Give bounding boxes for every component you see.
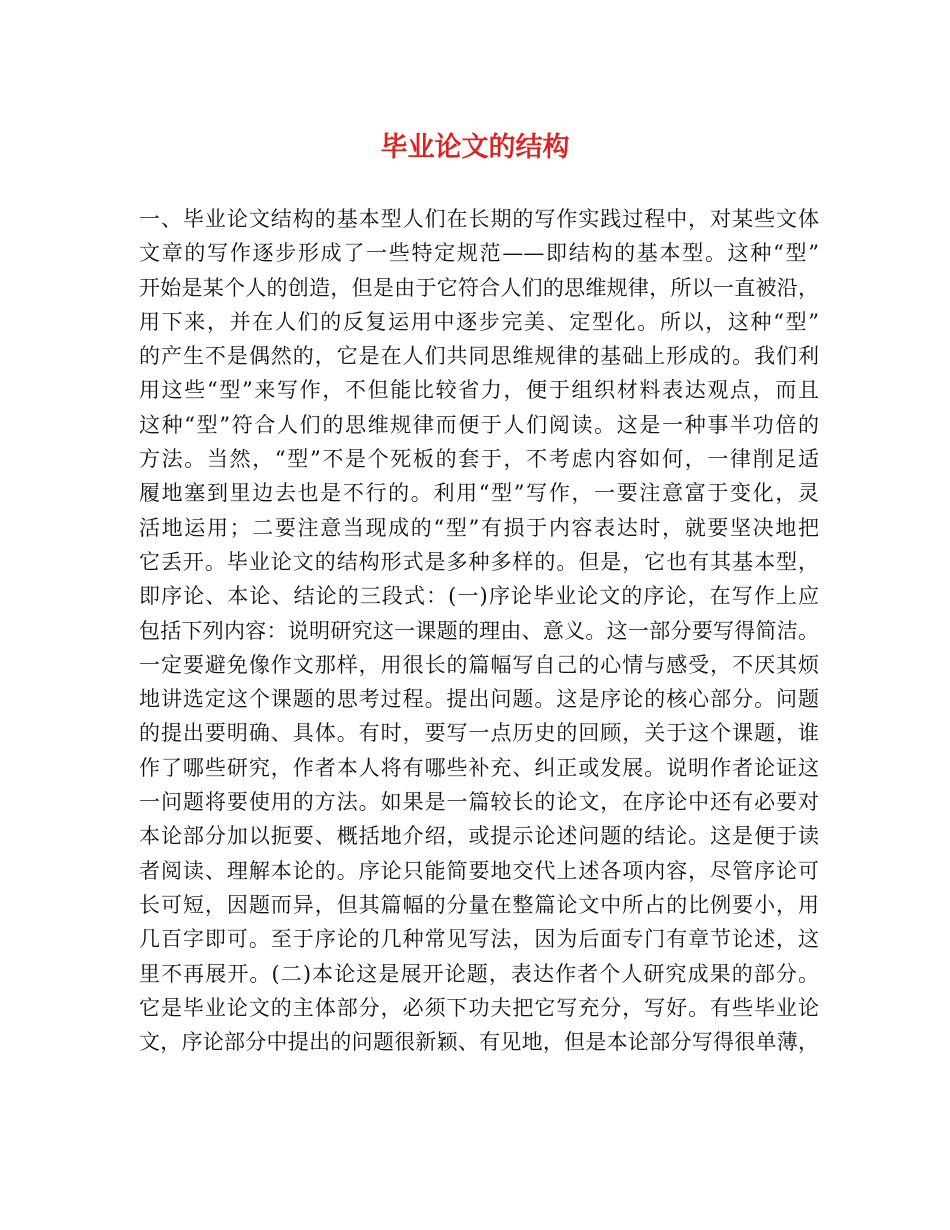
body-line: 里不再展开。(二)本论这是展开论题，表达作者个人研究成果的部分。 bbox=[139, 961, 819, 986]
body-line: 它丢开。毕业论文的结构形式是多种多样的。但是，它也有其基本型， bbox=[139, 549, 819, 574]
body-line: 一、毕业论文结构的基本型人们在长期的写作实践过程中，对某些文体 bbox=[139, 207, 819, 231]
body-line: 用这些“型”来写作，不但能比较省力，便于组织材料表达观点，而且 bbox=[139, 378, 819, 403]
document-title: 毕业论文的结构 bbox=[380, 132, 570, 163]
body-line: 长可短，因题而异，但其篇幅的分量在整篇论文中所占的比例要小，用 bbox=[139, 892, 819, 917]
document-body bbox=[139, 202, 819, 1059]
body-line: 的提出要明确、具体。有时，要写一点历史的回顾，关于这个课题，谁 bbox=[139, 721, 819, 746]
body-line: 地讲选定这个课题的思考过程。提出问题。这是序论的核心部分。问题 bbox=[139, 687, 819, 712]
body-line: 一定要避免像作文那样，用很长的篇幅写自己的心情与感受，不厌其烦 bbox=[139, 652, 819, 677]
body-line: 开始是某个人的创造，但是由于它符合人们的思维规律，所以一直被沿， bbox=[139, 275, 819, 300]
body-line: 活地运用；二要注意当现成的“型”有损于内容表达时，就要坚决地把 bbox=[139, 515, 819, 540]
body-line: 本论部分加以扼要、概括地介绍，或提示论述问题的结论。这是便于读 bbox=[139, 824, 819, 849]
body-line: 文章的写作逐步形成了一些特定规范——即结构的基本型。这种“型” bbox=[139, 241, 819, 266]
body-line: 作了哪些研究，作者本人将有哪些补充、纠正或发展。说明作者论证这 bbox=[139, 755, 819, 780]
body-line: 用下来，并在人们的反复运用中逐步完美、定型化。所以，这种“型” bbox=[139, 309, 819, 334]
body-line: 它是毕业论文的主体部分，必须下功夫把它写充分，写好。有些毕业论 bbox=[139, 995, 819, 1020]
body-line: 的产生不是偶然的，它是在人们共同思维规律的基础上形成的。我们利 bbox=[139, 344, 819, 369]
body-line: 文，序论部分中提出的问题很新颖、有见地，但是本论部分写得很单薄， bbox=[139, 1030, 819, 1055]
body-line: 几百字即可。至于序论的几种常见写法，因为后面专门有章节论述，这 bbox=[139, 927, 819, 952]
body-line: 这种“型”符合人们的思维规律而便于人们阅读。这是一种事半功倍的 bbox=[139, 412, 819, 437]
body-line: 一问题将要使用的方法。如果是一篇较长的论文，在序论中还有必要对 bbox=[139, 790, 819, 815]
body-line: 履地塞到里边去也是不行的。利用“型”写作，一要注意富于变化，灵 bbox=[139, 481, 819, 506]
body-line: 者阅读、理解本论的。序论只能简要地交代上述各项内容，尽管序论可 bbox=[139, 858, 819, 883]
body-line: 包括下列内容：说明研究这一课题的理由、意义。这一部分要写得简洁。 bbox=[139, 618, 819, 643]
body-line: 方法。当然，“型”不是个死板的套于，不考虑内容如何，一律削足适 bbox=[139, 447, 819, 472]
body-line: 即序论、本论、结论的三段式：(一)序论毕业论文的序论，在写作上应 bbox=[139, 584, 819, 609]
